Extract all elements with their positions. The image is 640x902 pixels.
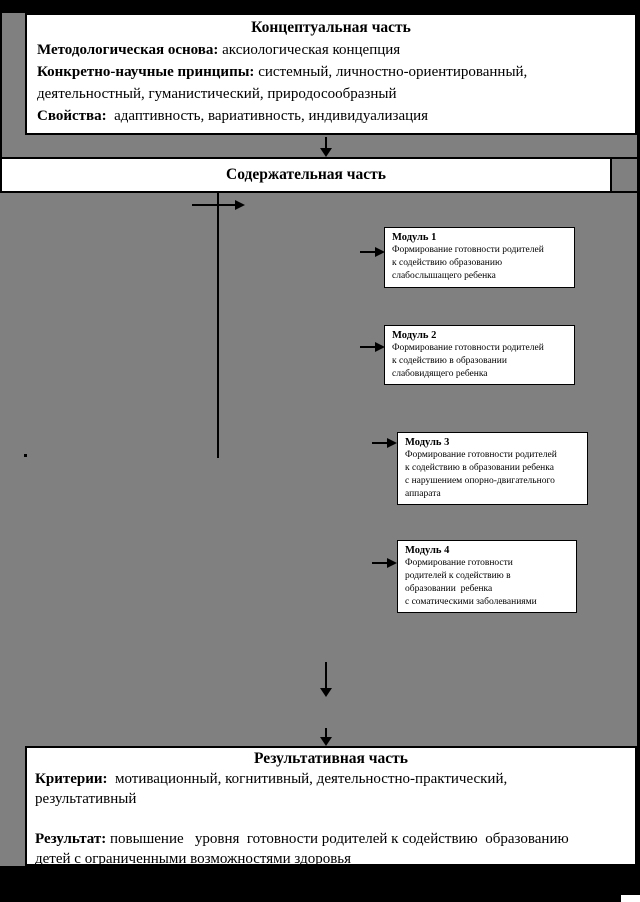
module-2-text: слабовидящего ребенка <box>392 369 488 379</box>
module-3-text: с нарушением опорно-двигательного <box>405 476 555 486</box>
module-4-text: образовании ребенка <box>405 584 493 594</box>
scan-artifact <box>621 895 640 902</box>
module-2-title: Модуль 2 <box>392 330 437 341</box>
conceptual-part-title: Концептуальная часть <box>251 19 411 36</box>
result-part-title: Результативная часть <box>254 750 408 767</box>
text-line: деятельностный, гуманистический, природосообразный <box>37 86 397 102</box>
text-line: результативный <box>35 791 137 807</box>
result-part-box <box>25 746 637 866</box>
module-2-box <box>384 325 575 385</box>
content-part-title: Содержательная часть <box>226 166 386 183</box>
conceptual-part-box <box>25 13 637 135</box>
module-4-box <box>397 540 577 613</box>
module-4-text: Формирование готовности <box>405 558 513 568</box>
module-3-text: Формирование готовности родителей <box>405 450 557 460</box>
module-3-title: Модуль 3 <box>405 437 450 448</box>
module-4-text: с соматическими заболеваниями <box>405 597 537 607</box>
branch-vertical-line <box>217 193 219 458</box>
module-3-text: к содействию в образовании ребенка <box>405 463 554 473</box>
module-1-text: к содействию образованию <box>392 258 503 268</box>
module-1-title: Модуль 1 <box>392 232 437 243</box>
module-3-box <box>397 432 588 505</box>
module-2-text: к содействию в образовании <box>392 356 507 366</box>
module-1-text: Формирование готовности родителей <box>392 245 544 255</box>
frame-bottom <box>0 866 640 902</box>
module-4-text: родителей к содействию в <box>405 571 511 581</box>
text-line: Результат: повышение уровня готовности родителей к содействию образованию <box>35 831 569 847</box>
text-line: Критерии: мотивационный, когнитивный, деятельностно-практический, <box>35 771 508 787</box>
module-2-text: Формирование готовности родителей <box>392 343 544 353</box>
stray-dot <box>24 454 27 457</box>
module-3-text: аппарата <box>405 489 441 499</box>
text-line: Методологическая основа: аксиологическая концепция <box>37 42 401 58</box>
text-line: детей с ограниченными возможностями здоровья <box>35 851 352 867</box>
text-line: Конкретно-научные принципы: системный, личностно-ориентированный, <box>37 64 528 80</box>
module-1-box <box>384 227 575 288</box>
content-part-box <box>0 157 612 193</box>
frame-top <box>0 0 640 13</box>
module-1-text: слабослышащего ребенка <box>392 271 496 281</box>
module-4-title: Модуль 4 <box>405 545 450 556</box>
text-line: Свойства: адаптивность, вариативность, индивидуализация <box>37 108 429 124</box>
